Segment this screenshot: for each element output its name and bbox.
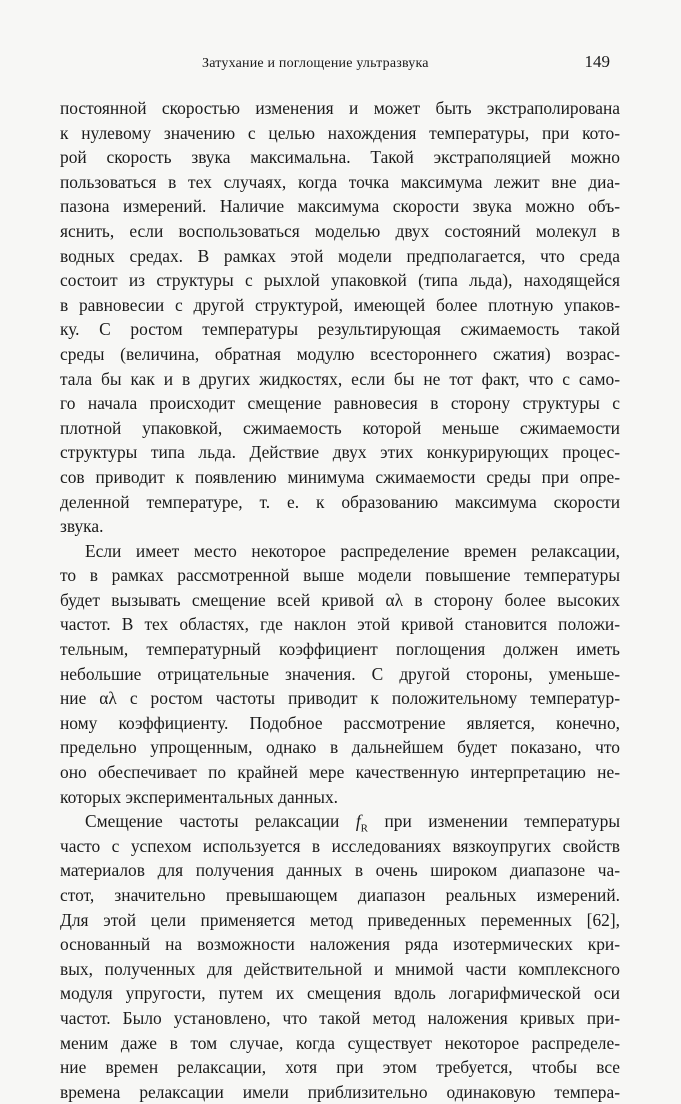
fr-symbol: [355, 811, 368, 835]
text-line: меним даже в том случае, когда существует некоторое распределе-: [60, 1032, 620, 1053]
text-line: частот. Было установлено, что такой метод наложения кривых при-: [60, 1007, 620, 1028]
paragraph-2: [60, 539, 620, 810]
text-line: ние времен релаксации, хотя при этом требуется, чтобы все: [60, 1057, 620, 1078]
paragraph-1: [60, 96, 620, 539]
text-line: ку. С ростом температуры результирующая сжимаемость такой: [60, 319, 620, 340]
text-line: основанный на возможности наложения ряда изотермических кри-: [60, 934, 620, 955]
text-line: стот, значительно превышающем диапазон реальных измерений.: [60, 885, 620, 905]
text-fragment: при изменении температуры: [384, 811, 620, 832]
text-line: [60, 809, 620, 834]
text-line: материалов для получения данных в очень широком диапазоне ча-: [60, 860, 620, 881]
text-line: частот. В тех областях, где наклон этой кривой становится положи-: [60, 614, 620, 635]
text-line: предельно упрощенным, однако в дальнейшем будет показано, что: [60, 737, 620, 758]
text-line: вых, полученных для действительной и мнимой части комплексного: [60, 958, 620, 979]
text-line: небольшие отрицательные значения. С другой стороны, уменьше-: [60, 663, 620, 684]
page-header: [60, 52, 620, 80]
text-line: модуля упругости, путем их смещения вдоль логарифмической оси: [60, 983, 620, 1004]
text-line: Если имеет место некоторое распределение времен релаксации,: [85, 540, 620, 561]
text-line: рой скорость звука максимальна. Такой экстраполяцией можно: [60, 147, 620, 168]
page-number: 149: [584, 52, 610, 71]
text-line: к нулевому значению с целью нахождения температуры, при кото-: [60, 122, 620, 143]
text-line: звука.: [60, 516, 104, 537]
fr-letter: f: [355, 811, 361, 832]
text-line: состоит из структуры с рыхлой упаковкой (типа льда), находящейся: [60, 270, 620, 291]
text-fragment: Смещение частоты релаксации: [85, 811, 340, 832]
text-line: водных средах. В рамках этой модели предполагается, что среда: [60, 245, 620, 266]
running-title: Затухание и поглощение ультразвука: [202, 56, 429, 71]
paragraph-3: [60, 809, 620, 1104]
text-line: пазона измерений. Наличие максимума скорости звука можно объ-: [60, 196, 620, 217]
text-line: деленной температуре, т. е. к образованию максимума скорости: [60, 491, 620, 512]
text-line: постоянной скоростью изменения и может быть экстраполирована: [60, 98, 620, 118]
text-line: тельным, температурный коэффициент поглощения должен иметь: [60, 639, 620, 660]
text-line: структуры типа льда. Действие двух этих конкурирующих процес-: [60, 442, 620, 463]
text-line: пользоваться в тех случаях, когда точка максимума лежит вне диа-: [60, 171, 620, 192]
text-line: го начала происходит смещение равновесия в сторону структуры с: [60, 393, 620, 414]
text-line: ние αλ с ростом частоты приводит к положительному температур-: [60, 688, 620, 709]
text-line: в равновесии с другой структурой, имеющей более плотную упаков-: [60, 294, 620, 315]
text-line: тала бы как и в других жидкостях, если бы не тот факт, что с само-: [60, 368, 620, 389]
text-line: яснить, если воспользоваться моделью двух состояний молекул в: [60, 220, 620, 241]
text-line: среды (величина, обратная модулю всестороннего сжатия) возрас-: [60, 343, 620, 364]
text-line: оно обеспечивает по крайней мере качественную интерпретацию не-: [60, 762, 620, 783]
text-line: которых экспериментальных данных.: [60, 786, 339, 807]
body-text: [60, 96, 620, 1104]
text-line: времена релаксации имели приблизительно одинаковую темпера-: [60, 1081, 620, 1102]
text-line: сов приводит к появлению минимума сжимаемости среды при опре-: [60, 466, 620, 487]
text-line: будет вызывать смещение всей кривой αλ в сторону более высоких: [60, 589, 620, 610]
text-line: ному коэффициенту. Подобное рассмотрение является, конечно,: [60, 712, 620, 733]
text-line: то в рамках рассмотренной выше модели повышение температуры: [60, 565, 620, 586]
text-line: Для этой цели применяется метод приведенных переменных [62],: [60, 909, 620, 930]
text-line: плотной упаковкой, сжимаемость которой меньше сжимаемости: [60, 417, 620, 438]
text-line: часто с успехом используется в исследованиях вязкоупругих свойств: [60, 835, 620, 856]
fr-subscript: R: [360, 822, 368, 835]
